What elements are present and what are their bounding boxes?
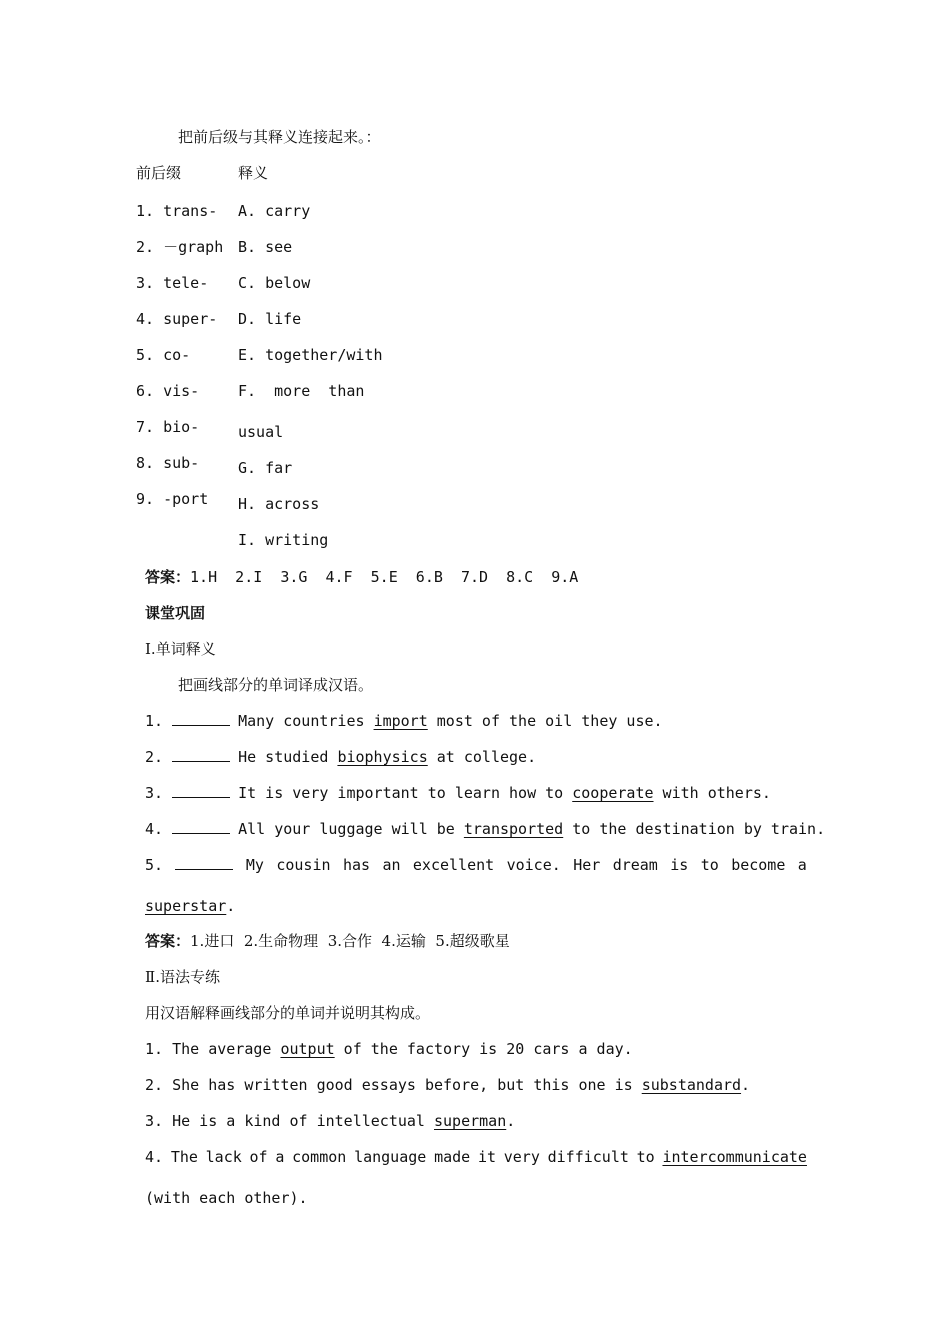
item-number: 5. <box>145 856 164 874</box>
sentence-text: She has written good essays before, but this one is <box>172 1076 642 1094</box>
sentence-word: is <box>670 856 689 874</box>
exercise-item <box>145 1039 633 1059</box>
exercise-item <box>145 1075 750 1095</box>
target-word: substandard <box>641 1076 742 1094</box>
prefix-item: 6. vis- <box>136 382 200 400</box>
target-word: output <box>280 1040 335 1058</box>
sentence-word: very <box>503 1148 540 1166</box>
sentence-word: a <box>275 1148 285 1166</box>
sentence-text: at college. <box>427 748 537 766</box>
exercise-item <box>145 819 825 839</box>
answer-blank[interactable] <box>172 711 230 726</box>
sentence-word: voice. <box>506 856 561 874</box>
sentence-text: . <box>741 1076 751 1094</box>
sentence-text: to the destination by train. <box>563 820 826 838</box>
sentence-text: He is a kind of intellectual <box>172 1112 434 1130</box>
prefix-item: 9. -port <box>136 490 209 508</box>
target-word: biophysics <box>337 748 428 766</box>
sentence-word: common <box>292 1148 347 1166</box>
exercise-item <box>145 783 771 803</box>
part2-title: Ⅱ.语法专练 <box>145 968 220 986</box>
answer-blank[interactable] <box>172 747 230 762</box>
meaning-item: E. together/with <box>238 346 383 364</box>
sentence-word: a <box>797 856 807 874</box>
prefix-item: 4. super- <box>136 310 218 328</box>
sentence-text: of the factory is 20 cars a day. <box>334 1040 633 1058</box>
exercise-item <box>145 747 536 767</box>
item-number: 3. <box>145 1112 164 1130</box>
exercise-item-5-continued <box>145 896 235 916</box>
prefix-item: 7. bio- <box>136 418 200 436</box>
sentence-word: has <box>342 856 371 874</box>
sentence-word: to <box>636 1148 655 1166</box>
meaning-item: I. writing <box>238 531 329 549</box>
sentence-word: difficult <box>547 1148 629 1166</box>
prefix-item: 3. tele- <box>136 274 209 292</box>
answer-blank[interactable] <box>172 783 230 798</box>
item-number: 4. <box>145 1148 164 1166</box>
sentence-text: It is very important to learn how to <box>238 784 573 802</box>
meaning-item: C. below <box>238 274 311 292</box>
target-word: transported <box>463 820 564 838</box>
sentence-word: an <box>382 856 401 874</box>
answer-label: 答案： <box>145 932 191 950</box>
sentence-word: The <box>170 1148 198 1166</box>
sentence-word: My <box>245 856 264 874</box>
sentence-text: All your luggage will be <box>238 820 464 838</box>
answer-key-2 <box>145 931 510 951</box>
item-number: 1. <box>145 1040 164 1058</box>
sentence-word: excellent <box>412 856 495 874</box>
meaning-column-header: 释义 <box>238 164 269 182</box>
meaning-item: H. across <box>238 495 320 513</box>
section-title: 课堂巩固 <box>145 604 206 622</box>
exercise-item-5 <box>145 855 807 875</box>
answer-blank[interactable] <box>175 855 233 870</box>
sentence-word: cousin <box>276 856 331 874</box>
prefix-column-header: 前后缀 <box>136 164 182 182</box>
prefix-item: 5. co- <box>136 346 191 364</box>
sentence-text: Many countries <box>238 712 374 730</box>
matching-instruction: 把前后级与其释义连接起来。： <box>178 128 381 146</box>
prefix-item: 8. sub- <box>136 454 200 472</box>
item-number: 4. <box>145 820 164 838</box>
target-word: cooperate <box>572 784 654 802</box>
sentence-word: Her <box>573 856 601 874</box>
meaning-item: G. far <box>238 459 293 477</box>
answer-text: 1.H 2.I 3.G 4.F 5.E 6.B 7.D 8.C 9.A <box>190 568 579 586</box>
sentence-text: He studied <box>238 748 338 766</box>
meaning-item-continued: usual <box>238 423 284 441</box>
item-number: 2. <box>145 748 164 766</box>
target-word: superstar <box>145 897 227 915</box>
target-word: import <box>373 712 428 730</box>
sentence-word: it <box>477 1148 496 1166</box>
sentence-word: lack <box>205 1148 242 1166</box>
item-number: 1. <box>145 712 164 730</box>
sentence-text: The average <box>172 1040 281 1058</box>
answer-label: 答案： <box>145 568 191 586</box>
exercise-item-4-continued: (with each other). <box>145 1189 308 1207</box>
item-number: 2. <box>145 1076 164 1094</box>
sentence-text: . <box>226 897 236 915</box>
part2-instruction: 用汉语解释画线部分的单词并说明其构成。 <box>145 1004 431 1022</box>
exercise-item <box>145 1111 515 1131</box>
answer-blank[interactable] <box>172 819 230 834</box>
target-word: intercommunicate <box>662 1148 807 1166</box>
prefix-item: 1. trans- <box>136 202 218 220</box>
sentence-text: with others. <box>653 784 771 802</box>
answer-key-1 <box>145 567 578 587</box>
sentence-word: to <box>700 856 719 874</box>
target-word: superman <box>434 1112 507 1130</box>
part1-instruction: 把画线部分的单词译成汉语。 <box>178 676 374 694</box>
sentence-word: made <box>434 1148 471 1166</box>
sentence-word: of <box>249 1148 268 1166</box>
sentence-word: language <box>354 1148 427 1166</box>
answer-text: 1.进口 2.生命物理 3.合作 4.运输 5.超级歌星 <box>190 932 510 950</box>
prefix-item: 2. －graph <box>136 238 224 256</box>
exercise-item-4 <box>145 1147 807 1167</box>
part1-title: Ⅰ.单词释义 <box>145 640 216 658</box>
sentence-text: most of the oil they use. <box>427 712 663 730</box>
sentence-text: . <box>506 1112 516 1130</box>
meaning-item: A. carry <box>238 202 311 220</box>
item-number: 3. <box>145 784 164 802</box>
exercise-item <box>145 711 663 731</box>
meaning-item: B. see <box>238 238 293 256</box>
meaning-item: F. more than <box>238 382 365 400</box>
sentence-word: dream <box>612 856 658 874</box>
meaning-item: D. life <box>238 310 302 328</box>
sentence-word: become <box>731 856 786 874</box>
